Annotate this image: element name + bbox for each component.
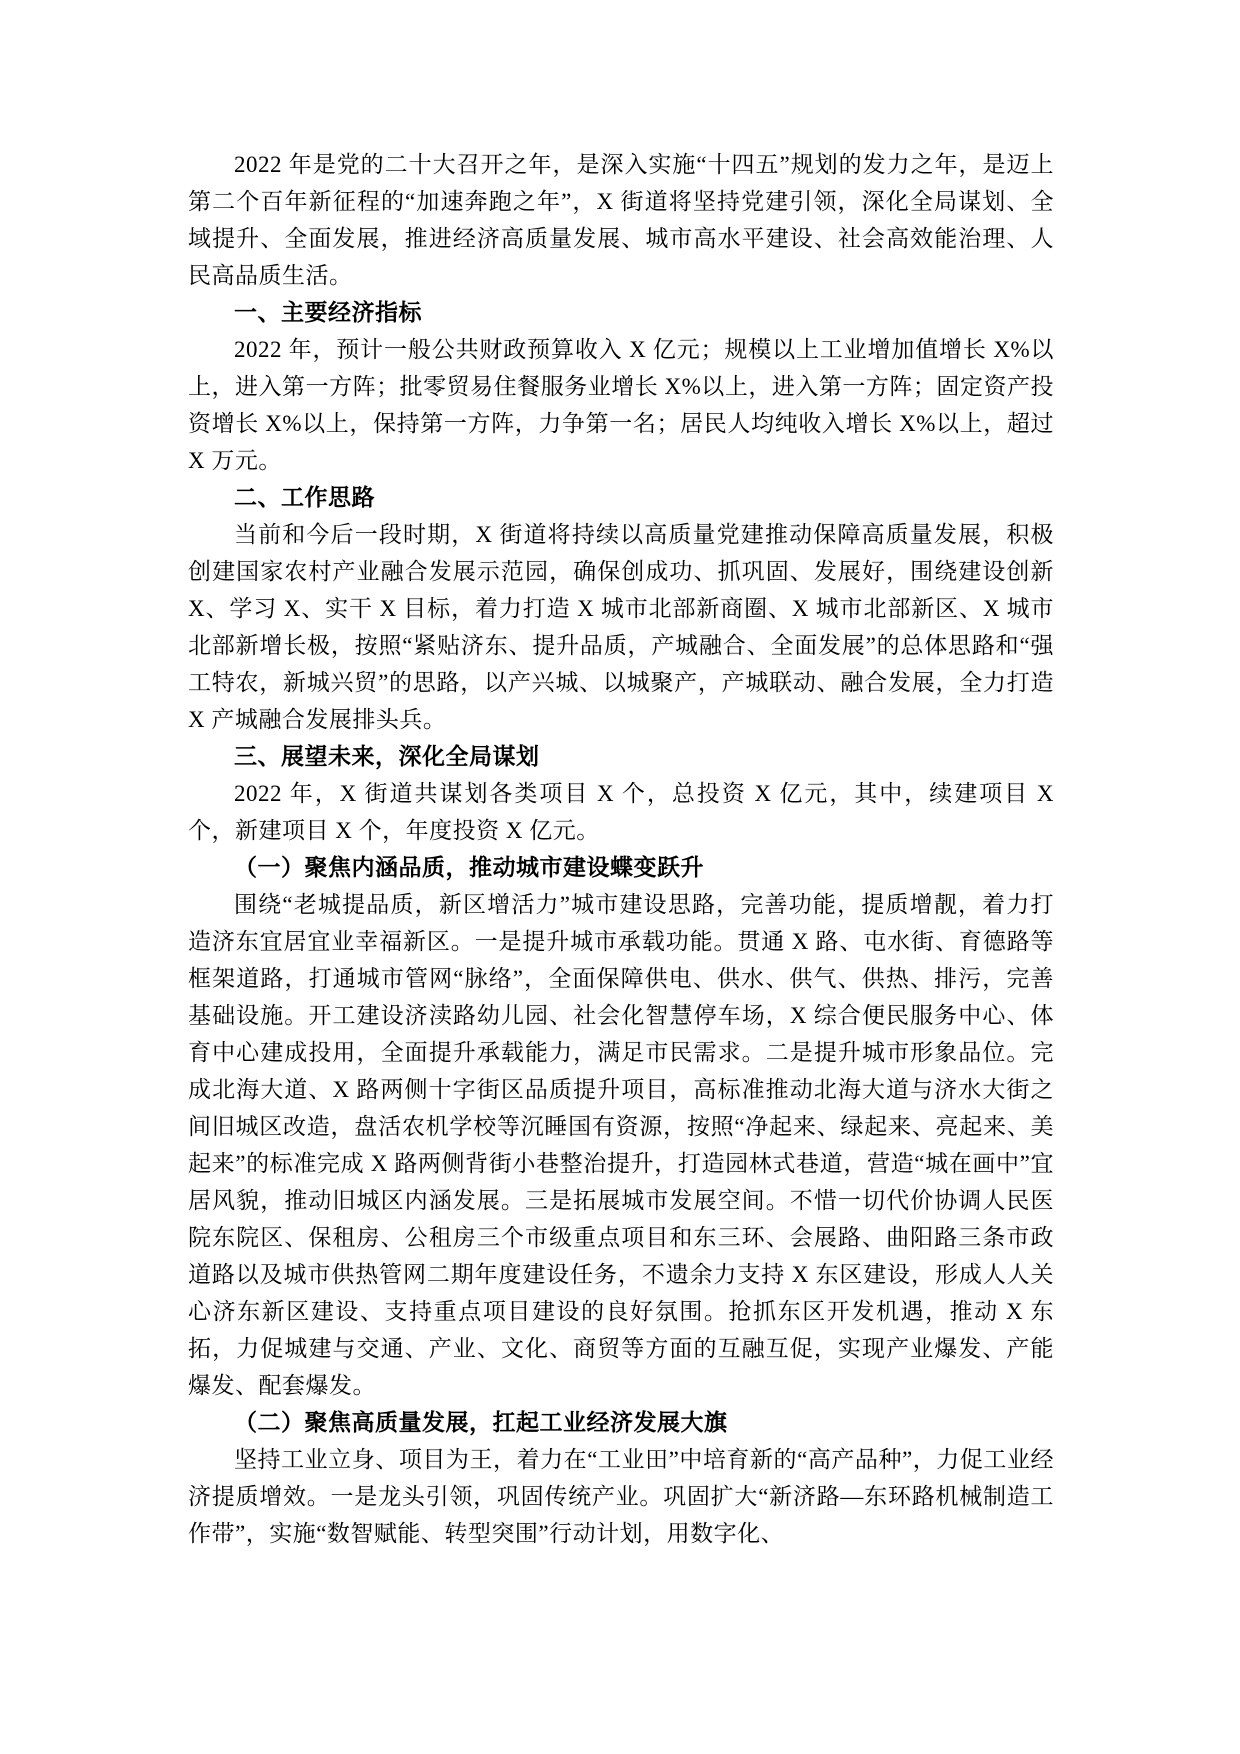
outlook-paragraph: 2022 年，X 街道共谋划各类项目 X 个，总投资 X 亿元，其中，续建项目 X 个，新建项目 X 个，年度投资 X 亿元。 xyxy=(188,781,1054,843)
subsection-heading-2: （二）聚焦高质量发展，扛起工业经济发展大旗 xyxy=(234,1409,728,1435)
industrial-economy-paragraph: 坚持工业立身、项目为王，着力在“工业田”中培育新的“高产品种”，力促工业经济提质增效。一是龙头引领，巩固传统产业。巩固扩大“新济路—东环路机械制造工作带”，实施“数智赋能、转型突围”行动计划，用数字化、 xyxy=(188,1447,1054,1546)
section-heading-1: 一、主要经济指标 xyxy=(234,299,422,325)
urban-construction-paragraph: 围绕“老城提品质，新区增活力”城市建设思路，完善功能，提质增靓，着力打造济东宜居宜业幸福新区。一是提升城市承载功能。贯通 X 路、屯水街、育德路等框架道路，打通城市管网“脉络”，全面保障供电、供水、供气、供热、排污，完善基础设施。开工建设济渎路幼儿园、社会化智慧停车场，X 综合便民服务中心、体育中心建成投用，全面提升承载能力，满足市民需求。二是提升城市形象品位。完成北海大道、X 路两侧十字街区品质提升项目，高标准推动北海大道与济水大街之间旧城区改造，盘活农机学校等沉睡国有资源，按照“净起来、绿起来、亮起来、美起来”的标准完成 X 路两侧背街小巷整治提升，打造园林式巷道，营造“城在画中”宜居风貌，推动旧城区内涵发展。三是拓展城市发展空间。不惜一切代价协调人民医院东院区、保租房、公租房三个市级重点项目和东三环、会展路、曲阳路三条市政道路以及城市供热管网二期年度建设任务，不遗余力支持 X 东区建设，形成人人关心济东新区建设、支持重点项目建设的良好氛围。抢抓东区开发机遇，推动 X 东拓，力促城建与交通、产业、文化、商贸等方面的互融互促，实现产业爆发、产能爆发、配套爆发。 xyxy=(188,892,1054,1398)
work-approach-paragraph: 当前和今后一段时期，X 街道将持续以高质量党建推动保障高质量发展，积极创建国家农村产业融合发展示范园，确保创成功、抓巩固、发展好，围绕建设创新 X、学习 X、实干 X 目标，着力打造 X 城市北部新商圈、X 城市北部新区、X 城市北部新增长极，按照“紧贴济东、提升品质，产城融合、全面发展”的总体思路和“强工特农，新城兴贸”的思路，以产兴城、以城聚产，产城联动、融合发展，全力打造 X 产城融合发展排头兵。 xyxy=(188,522,1054,732)
intro-paragraph: 2022 年是党的二十大召开之年，是深入实施“十四五”规划的发力之年，是迈上第二个百年新征程的“加速奔跑之年”，X 街道将坚持党建引领，深化全局谋划、全域提升、全面发展，推进经济高质量发展、城市高水平建设、社会高效能治理、人民高品质生活。 xyxy=(188,152,1054,288)
economic-indicators-paragraph: 2022 年，预计一般公共财政预算收入 X 亿元；规模以上工业增加值增长 X%以上，进入第一方阵；批零贸易住餐服务业增长 X%以上，进入第一方阵；固定资产投资增长 X%以上，保持第一方阵，力争第一名；居民人均纯收入增长 X%以上，超过 X 万元。 xyxy=(188,337,1054,473)
subsection-heading-1: （一）聚焦内涵品质，推动城市建设蝶变跃升 xyxy=(234,854,704,880)
document-body xyxy=(188,146,1054,1552)
section-heading-2: 二、工作思路 xyxy=(234,484,375,510)
section-heading-3: 三、展望未来，深化全局谋划 xyxy=(234,743,540,769)
